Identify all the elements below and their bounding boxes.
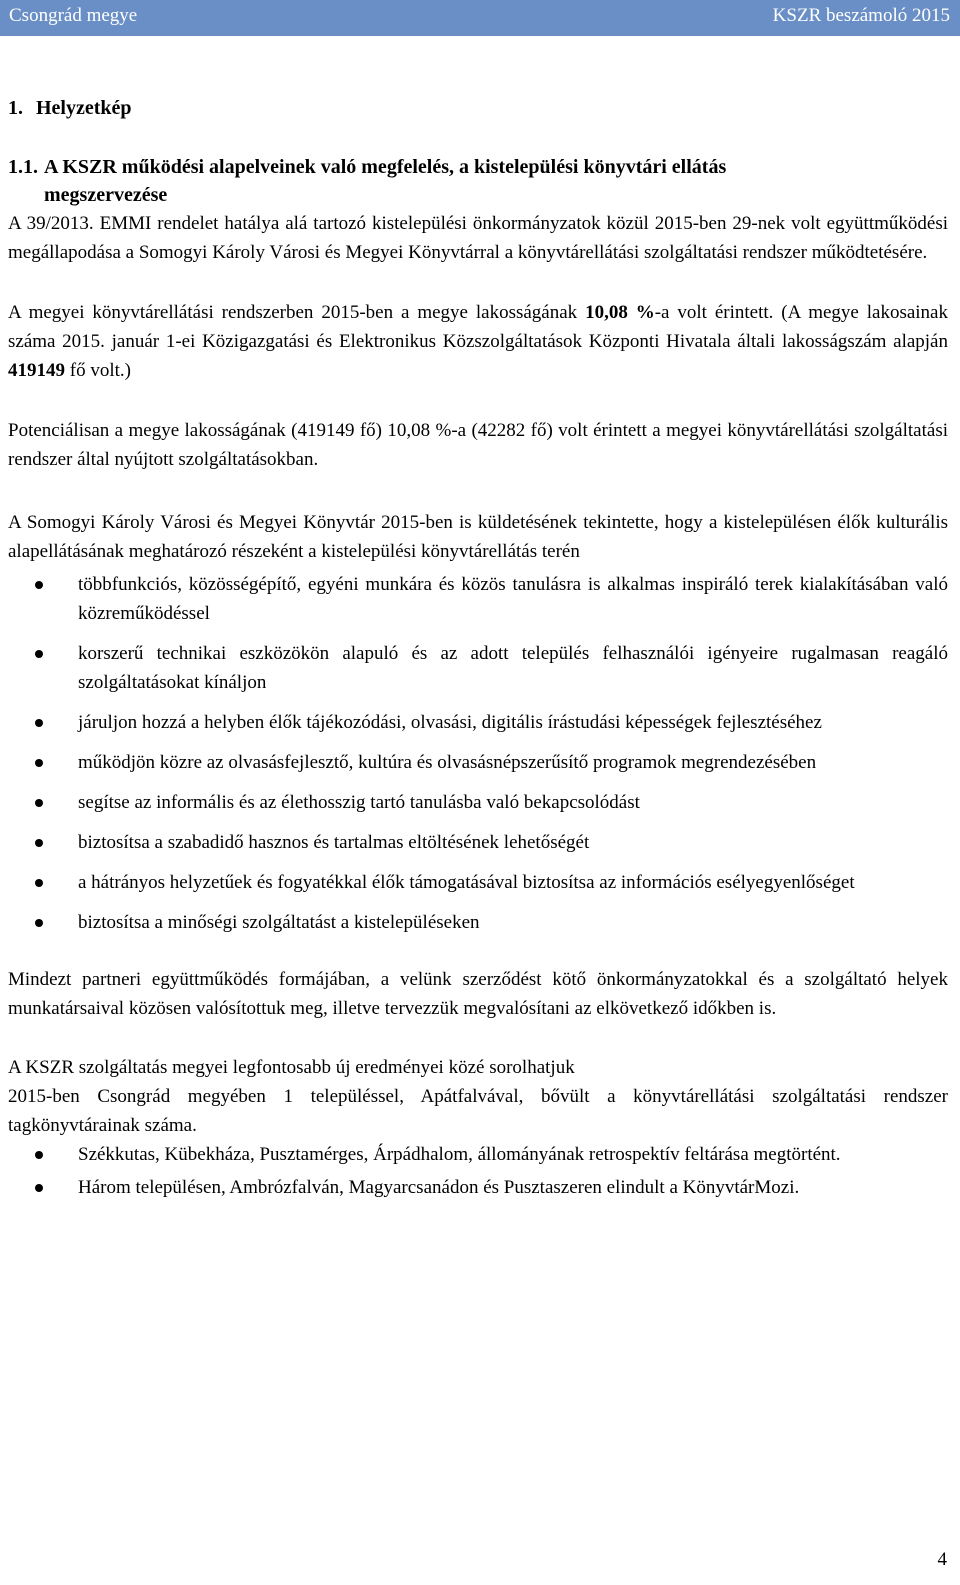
- bullet-icon: [35, 759, 43, 767]
- header-report-title: KSZR beszámoló 2015: [772, 5, 950, 26]
- section-heading: [8, 94, 948, 123]
- list-item: Három településen, Ambrózfalván, Magyarcsanádon és Pusztaszeren elindult a KönyvtárMozi.: [8, 1173, 948, 1202]
- paragraph-results-intro: A KSZR szolgáltatás megyei legfontosabb új eredményei közé sorolhatjuk: [8, 1057, 575, 1078]
- subsection-heading: [8, 153, 948, 209]
- mission-list: [8, 570, 948, 937]
- paragraph-kszr-agreements: A 39/2013. EMMI rendelet hatálya alá tartozó kistelepülési önkormányzatok közül 2015-ben 29-nek volt együttműködési megállapodása a Somogyi Károly Városi és Megyei Könyvtárral a könyvtárellátási szolgáltatási rendszer működtetésére.: [8, 213, 948, 263]
- p2-text-c: -a volt érintett. (A megye lakosainak száma 2015. január 1-ei Közigazgatási és Elektronikus Közszolgáltatások Központi Hivatala általi lakosságszám alapján: [8, 302, 948, 352]
- list-item: Székkutas, Kübekháza, Pusztamérges, Árpádhalom, állományának retrospektív feltárása megtörtént.: [8, 1140, 948, 1169]
- bullet-icon: [35, 919, 43, 927]
- paragraph-population-coverage: [8, 298, 948, 385]
- bullet-icon: [35, 879, 43, 887]
- p2-population: 419149: [8, 360, 65, 381]
- bullet-icon: [35, 719, 43, 727]
- paragraph-results-growth: 2015-ben Csongrád megyében 1 településsel, Apátfalvával, bővült a könyvtárellátási szolgáltatási rendszer tagkönyvtárainak száma.: [8, 1086, 948, 1136]
- p2-text-a: A megyei könyvtárellátási rendszerben 2015-ben a megye lakosságának: [8, 302, 586, 323]
- bullet-icon: [35, 1184, 43, 1192]
- p2-text-e: fő volt.): [65, 360, 131, 381]
- paragraph-partnership: Mindezt partneri együttműködés formájában, a velünk szerződést kötő önkormányzatokkal és a szolgáltató helyek munkatársaival közösen valósítottuk meg, illetve tervezzük megvalósítani az elkövetkező időkben is.: [8, 969, 948, 1019]
- bullet-icon: [35, 839, 43, 847]
- p2-percent: 10,08 %: [585, 302, 655, 323]
- list-item: korszerű technikai eszközökön alapuló és az adott település felhasználói igényeire rugalmasan reagáló szolgáltatásokat kínáljon: [8, 639, 948, 697]
- list-item: a hátrányos helyzetűek és fogyatékkal élők támogatásával biztosítsa az információs esélyegyenlőséget: [8, 868, 948, 897]
- list-item: többfunkciós, közösségépítő, egyéni munkára és közös tanulásra is alkalmas inspiráló terek kialakításában való közreműködéssel: [8, 570, 948, 628]
- subsection-number: 1.1.: [8, 156, 38, 178]
- subsection-title-line1: A KSZR működési alapelveinek való megfelelés, a kistelepülési könyvtári ellátás: [44, 156, 727, 178]
- list-item: biztosítsa a szabadidő hasznos és tartalmas eltöltésének lehetőségét: [8, 828, 948, 857]
- list-item: működjön közre az olvasásfejlesztő, kultúra és olvasásnépszerűsítő programok megrendezésében: [8, 748, 948, 777]
- bullet-icon: [35, 1151, 43, 1159]
- header-county: Csongrád megye: [9, 5, 138, 26]
- page-header: [0, 0, 960, 36]
- results-list: [8, 1140, 948, 1202]
- paragraph-library-mission: A Somogyi Károly Városi és Megyei Könyvtár 2015-ben is küldetésének tekintette, hogy a kistelepülésen élők kulturális alapellátásának meghatározó részeként a kistelepülési könyvtárellátás terén: [8, 512, 948, 562]
- list-item: segítse az informális és az élethosszig tartó tanulásba való bekapcsolódást: [8, 788, 948, 817]
- subsection-title-line2: megszervezése: [44, 184, 168, 206]
- paragraph-potential-coverage: Potenciálisan a megye lakosságának (419149 fő) 10,08 %-a (42282 fő) volt érintett a megyei könyvtárellátási szolgáltatási rendszer által nyújtott szolgáltatásokban.: [8, 420, 948, 470]
- document-body: [8, 94, 948, 1206]
- bullet-icon: [35, 581, 43, 589]
- section-number: 1.: [8, 97, 23, 119]
- section-title: Helyzetkép: [36, 97, 132, 119]
- list-item: biztosítsa a minőségi szolgáltatást a kistelepüléseken: [8, 908, 948, 937]
- bullet-icon: [35, 650, 43, 658]
- bullet-icon: [35, 799, 43, 807]
- list-item: járuljon hozzá a helyben élők tájékozódási, olvasási, digitális írástudási képességek fejlesztéséhez: [8, 708, 948, 737]
- page-number: 4: [937, 1549, 947, 1570]
